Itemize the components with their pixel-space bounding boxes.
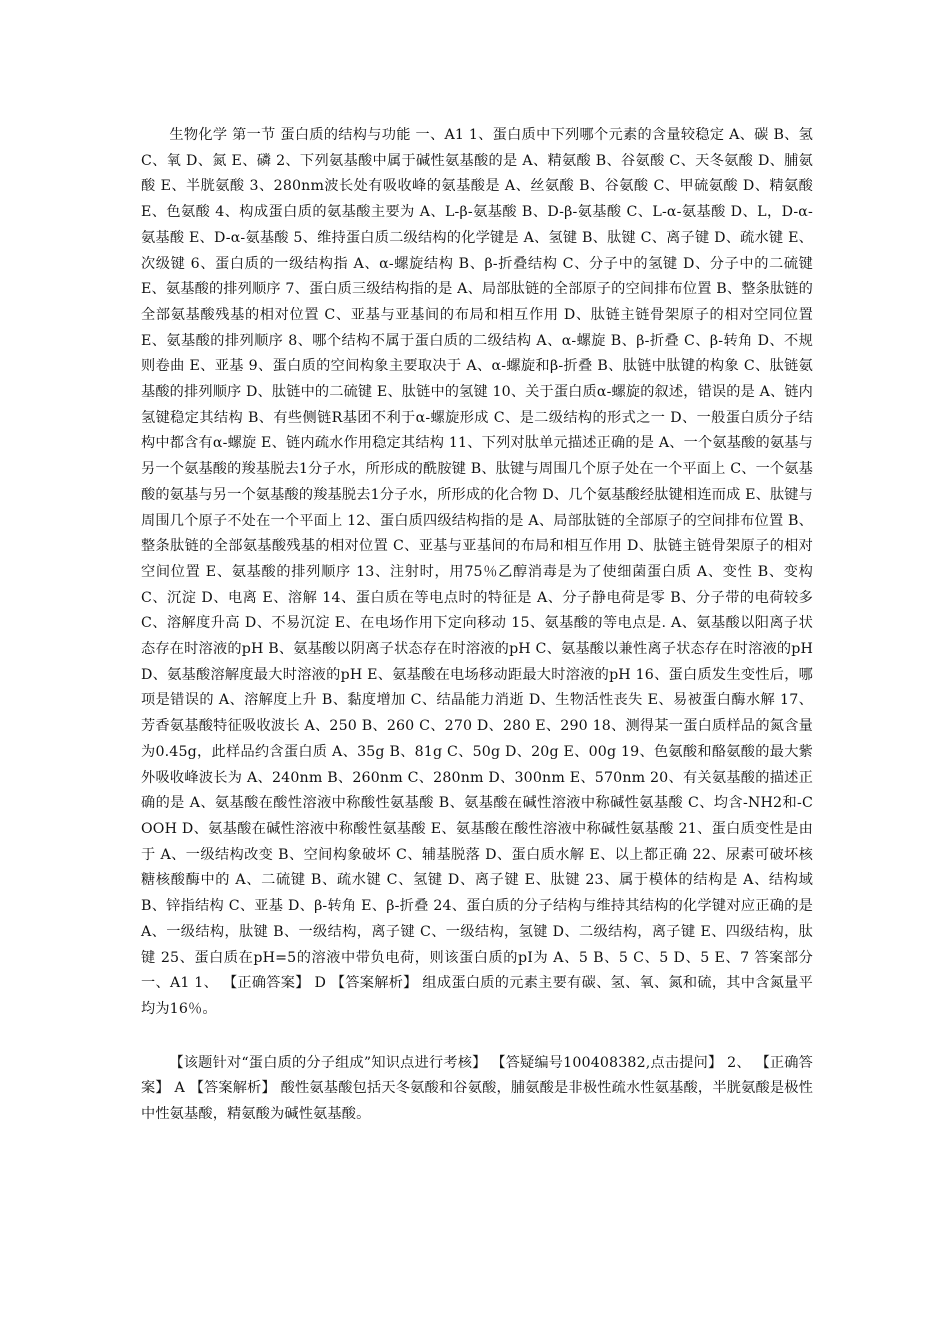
answer-paragraph: 【该题针对“蛋白质的分子组成”知识点进行考核】 【答疑编号100408382,点击提问】 2、 【正确答案】 A 【答案解析】 酸性氨基酸包括天冬氨酸和谷氨酸，脯氨酸是非极性疏水性氨基酸，半胱氨酸是极性中性氨基酸，精氨酸为碱性氨基酸。 — [141, 1054, 813, 1123]
document-body — [141, 123, 813, 1128]
question-paragraph: 生物化学 第一节 蛋白质的结构与功能 一、A1 1、蛋白质中下列哪个元素的含量较稳定 A、碳 B、氢 C、氧 D、氮 E、磷 2、下列氨基酸中属于碱性氨基酸的是 A、精氨酸 B、谷氨酸 C、天冬氨酸 D、脯氨酸 E、半胱氨酸 3、280nm波长处有吸收峰的氨基酸是 A、丝氨酸 B、谷氨酸 C、甲硫氨酸 D、精氨酸 E、色氨酸 4、构成蛋白质的氨基酸主要为 A、L-β-氨基酸 B、D-β-氨基酸 C、L-α-氨基酸 D、L，D-α-氨基酸 E、D-α-氨基酸 5、维持蛋白质二级结构的化学键是 A、氢键 B、肽键 C、离子键 D、疏水键 E、次级键 6、蛋白质的一级结构指 A、α-螺旋结构 B、β-折叠结构 C、分子中的氢键 D、分子中的二硫键 E、氨基酸的排列顺序 7、蛋白质三级结构指的是 A、局部肽链的全部原子的空间排布位置 B、整条肽链的全部氨基酸残基的相对位置 C、亚基与亚基间的布局和相互作用 D、肽链主链骨架原子的相对空同位置 E、氨基酸的排列顺序 8、哪个结构不属于蛋白质的二级结构 A、α-螺旋 B、β-折叠 C、β-转角 D、不规则卷曲 E、亚基 9、蛋白质的空间构象主要取决于 A、α-螺旋和β-折叠 B、肽链中肽键的构象 C、肽链氨基酸的排列顺序 D、肽链中的二硫键 E、肽链中的氢键 10、关于蛋白质α-螺旋的叙述，错误的是 A、链内氢键稳定其结构 B、有些侧链R基团不利于α-螺旋形成 C、是二级结构的形式之一 D、一般蛋白质分子结构中都含有α-螺旋 E、链内疏水作用稳定其结构 11、下列对肽单元描述正确的是 A、一个氨基酸的氨基与另一个氨基酸的羧基脱去1分子水，所形成的酰胺键 B、肽键与周围几个原子处在一个平面上 C、一个氨基酸的氨基与另一个氨基酸的羧基脱去1分子水，所形成的化合物 D、几个氨基酸经肽键相连而成 E、肽键与周围几个原子不处在一个平面上 12、蛋白质四级结构指的是 A、局部肽链的全部原子的空间排布位置 B、整条肽链的全部氨基酸残基的相对位置 C、亚基与亚基间的布局和相互作用 D、肽链主链骨架原子的相对空间位置 E、氨基酸的排列顺序 13、注射时，用75％乙醇消毒是为了使细菌蛋白质 A、变性 B、变构 C、沉淀 D、电离 E、溶解 14、蛋白质在等电点时的特征是 A、分子静电荷是零 B、分子带的电荷较多 C、溶解度升高 D、不易沉淀 E、在电场作用下定向移动 15、氨基酸的等电点是. A、氨基酸以阳离子状态存在时溶液的pH B、氨基酸以阴离子状态存在时溶液的pH C、氨基酸以兼性离子状态存在时溶液的pH D、氨基酸溶解度最大时溶液的pH E、氨基酸在电场移动距最大时溶液的pH 16、蛋白质发生变性后，哪项是错误的 A、溶解度上升 B、黏度增加 C、结晶能力消逝 D、生物活性丧失 E、易被蛋白酶水解 17、芳香氨基酸特征吸收波长 A、250 B、260 C、270 D、280 E、290 18、测得某一蛋白质样品的氮含量为0.45g，此样品约含蛋白质 A、35g B、81g C、50g D、20g E、00g 19、色氨酸和酪氨酸的最大紫外吸收峰波长为 A、240nm B、260nm C、280nm D、300nm E、570nm 20、有关氨基酸的描述正确的是 A、氨基酸在酸性溶液中称酸性氨基酸 B、氨基酸在碱性溶液中称碱性氨基酸 C、均含-NH2和-COOH D、氨基酸在碱性溶液中称酸性氨基酸 E、氨基酸在酸性溶液中称碱性氨基酸 21、蛋白质变性是由于 A、一级结构改变 B、空间构象破坏 C、辅基脱落 D、蛋白质水解 E、以上都正确 22、尿素可破坏核糖核酸酶中的 A、二硫键 B、疏水键 C、氢键 D、离子键 E、肽键 23、属于模体的结构是 A、结构域 B、锌指结构 C、亚基 D、β-转角 E、β-折叠 24、蛋白质的分子结构与维持其结构的化学键对应正确的是 A、一级结构，肽键 B、一级结构，离子键 C、一级结构，氢键 D、二级结构，离子键 E、四级结构，肽键 25、蛋白质在pH=5的溶液中带负电荷，则该蛋白质的pI为 A、5 B、5 C、5 D、5 E、7 答案部分 一、A1 1、 【正确答案】 D 【答案解析】 组成蛋白质的元素主要有碳、氢、氧、氮和硫，其中含氮量平均为16％。 — [141, 127, 813, 1017]
